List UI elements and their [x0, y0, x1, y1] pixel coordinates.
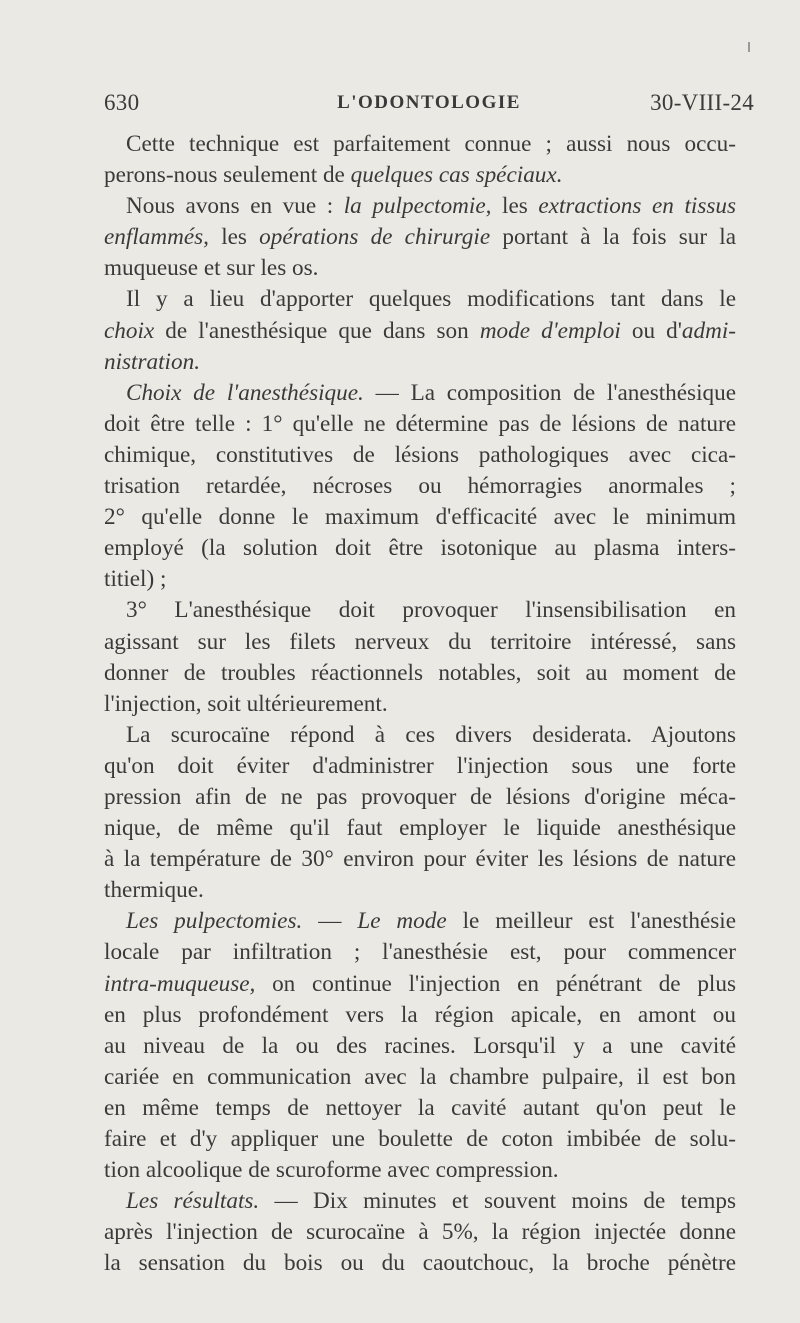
emphasis: mode d'emploi [479, 317, 621, 344]
text-line: cariée en communication avec la chambre pulpaire, il est bon [104, 1063, 736, 1090]
emphasis: intra-muqueuse, [104, 970, 256, 997]
section-heading: Les résultats. [126, 1188, 260, 1215]
text-line: faire et d'y appliquer une boulette de coton imbibée de solu- [104, 1126, 736, 1152]
text-line: 2° qu'elle donne le maximum d'efficacité avec le minimum [104, 504, 736, 531]
body-text [104, 129, 736, 1279]
text-line: l'injection, soit ultérieurement. [104, 690, 388, 717]
emphasis: opérations de chirurgie [259, 224, 491, 251]
text-line: en plus profondément vers la région apicale, en amont ou [104, 1001, 736, 1028]
emphasis: enflammés, [104, 224, 209, 251]
text-line: titiel) ; [104, 566, 167, 593]
text-line: agissant sur les filets nerveux du territoire intéressé, sans [104, 628, 736, 655]
journal-title: L'ODONTOLOGIE [337, 92, 521, 113]
text-line: après l'injection de scurocaïne à 5%, la région injectée donne [104, 1219, 736, 1246]
text-line: La scurocaïne répond à ces divers desiderata. Ajoutons [126, 721, 736, 748]
emphasis: choix [104, 317, 155, 344]
text-line: tion alcoolique de scuroforme avec compression. [104, 1157, 559, 1184]
text-line: 3° L'anesthésique doit provoquer l'insensibilisation en [126, 597, 736, 624]
issue-date: 30-VIII-24 [650, 90, 754, 115]
text-line: thermique. [104, 877, 204, 904]
text-line: employé (la solution doit être isotonique au plasma inters- [104, 535, 736, 562]
section-heading: Choix de l'anesthésique. [126, 379, 364, 406]
text-line [104, 347, 736, 378]
section-heading-line: Les pulpectomies. — Le mode le meilleur est l'anesthésie [126, 908, 736, 935]
text-line: donner de troubles réactionnels notables, soit au moment de [104, 659, 736, 686]
text-line: pression afin de ne pas provoquer de lésions d'origine méca- [104, 783, 736, 810]
text-line: choix de l'anesthésique que dans son mode d'emploi ou d'admi- [104, 317, 736, 344]
emphasis: admi- [681, 317, 736, 344]
text-line: muqueuse et sur les os. [104, 255, 319, 282]
text-line: Cette technique est parfaitement connue ; aussi nous occu- [126, 131, 736, 157]
running-header [104, 90, 754, 124]
text-line: trisation retardée, nécroses ou hémorragies anormales ; [104, 473, 736, 500]
stray-mark [748, 42, 750, 52]
text-line: Il y a lieu d'apporter quelques modifications tant dans le [126, 286, 736, 313]
emphasis: la pulpectomie, [343, 193, 492, 220]
emphasis: nistration. [104, 348, 200, 375]
emphasis: extractions en tissus [538, 193, 736, 220]
text-line: locale par infiltration ; l'anesthésie est, pour commencer [104, 939, 736, 966]
text-line: enflammés, les opérations de chirurgie portant à la fois sur la [104, 224, 736, 251]
page-number: 630 [104, 90, 140, 115]
text-line: Nous avons en vue : la pulpectomie, les extractions en tissus [126, 193, 736, 220]
text-line: qu'on doit éviter d'administrer l'injection sous une forte [104, 752, 736, 779]
emphasis: Le mode [357, 908, 447, 935]
text-line: intra-muqueuse, on continue l'injection en pénétrant de plus [104, 970, 736, 997]
text-line: nique, de même qu'il faut employer le liquide anesthésique [104, 815, 736, 842]
section-heading-line: Choix de l'anesthésique. — La composition de l'anesthésique [126, 379, 736, 406]
text-line: chimique, constitutives de lésions pathologiques avec cica- [104, 441, 736, 468]
section-heading: Les pulpectomies. [126, 908, 303, 935]
text-line: en même temps de nettoyer la cavité autant qu'on peut le [104, 1094, 736, 1121]
text-line: doit être telle : 1° qu'elle ne détermine pas de lésions de nature [104, 410, 736, 437]
text-line: au niveau de la ou des racines. Lorsqu'il y a une cavité [104, 1032, 736, 1059]
section-heading-line: Les résultats. — Dix minutes et souvent moins de temps [126, 1188, 736, 1215]
text-line: à la température de 30° environ pour éviter les lésions de nature [104, 846, 736, 873]
text-line: la sensation du bois ou du caoutchouc, la broche pénètre [104, 1250, 736, 1277]
emphasis: quelques cas spéciaux. [350, 162, 563, 189]
text-line: perons-nous seulement de quelques cas spéciaux. [104, 162, 563, 189]
